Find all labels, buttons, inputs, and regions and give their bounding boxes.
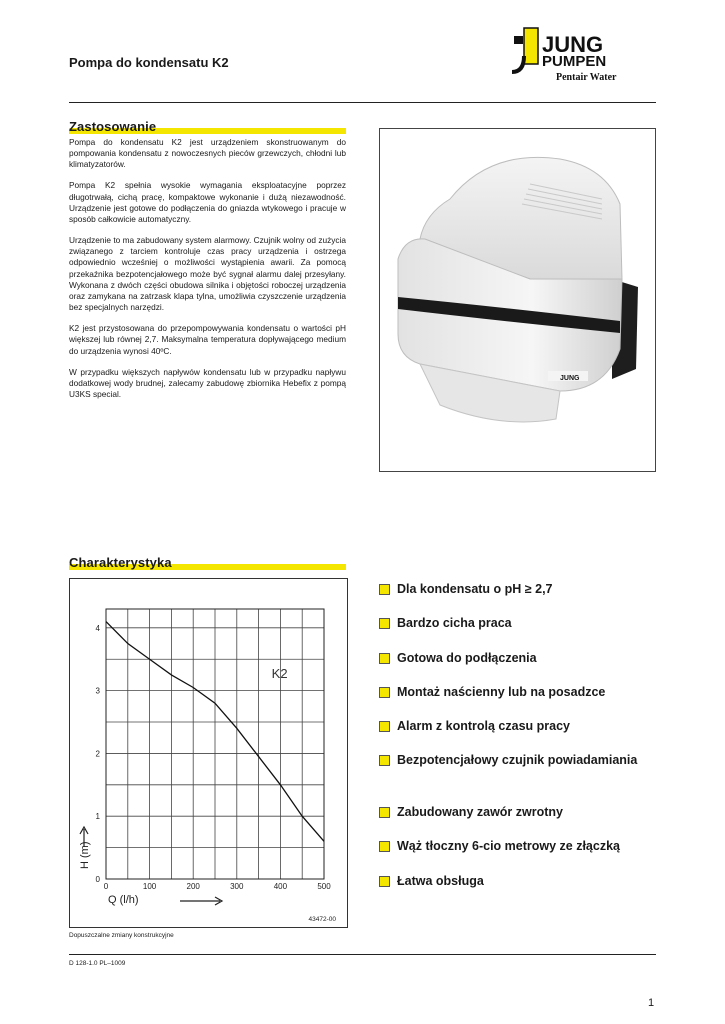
paragraph: Pompa K2 spełnia wysokie wymagania eksploatacyjne poprzez długotrwałą, cichą pracę, kompaktowe wykonanie i dużą niezawodność. Urządzenie jest gotowe do podłączenia do gniazda wtykowego i pracuje w sposób całkowicie automatyczny.: [69, 180, 346, 225]
x-tick-label: 200: [186, 882, 200, 891]
chart-title: K2: [271, 666, 288, 682]
product-photo: [379, 128, 656, 472]
paragraph: Urządzenie to ma zabudowany system alarmowy. Czujnik wolny od zużycia związanego z tarciem kontroluje czas pracy urządzenia i ostrzega odpowiednio wcześniej o możliwości wystąpienia awarii. Za pomocą przekaźnika bezpotencjałowego może być sygnał alarmu dalej przesyłany. Wykonana z dwóch części obudowa silnika i objętości roboczej urządzenia oraz zamykana na zatrzask klapa tylna, umożliwia czyszczenie urządzenia bez specjalnych narzędzi.: [69, 235, 346, 313]
pump-curve-chart: [69, 578, 348, 928]
y-tick-label: 4: [95, 623, 100, 633]
x-tick-label: 500: [317, 882, 331, 891]
bullet-icon: [379, 755, 390, 766]
application-heading: Zastosowanie: [69, 119, 156, 134]
photo-brand-label: JUNG: [560, 375, 580, 382]
y-axis-label: H (m): [79, 841, 91, 869]
bullet-icon: [379, 584, 390, 595]
application-text: [69, 137, 346, 410]
x-tick-label: 0: [103, 882, 109, 891]
logo-line1: JUNG: [542, 32, 604, 57]
x-axis-arrow: [180, 897, 222, 905]
bullet-icon: [379, 687, 390, 698]
logo-subtitle: Pentair Water: [556, 72, 617, 83]
y-tick-label: 0: [95, 875, 100, 884]
paragraph: W przypadku większych napływów kondensatu lub w przypadku napływu dodatkowej wody brudnej, zalecamy zabudowę zbiornika Hebefix z pompą U3KS special.: [69, 366, 346, 400]
paragraph: K2 jest przystosowana do przepompowywania kondensatu o wartości pH większej lub równej 2,7. Maksymalna temperatura dopływającego medium do urządzenia wynosi 40ºC.: [69, 323, 346, 356]
y-tick-label: 3: [95, 686, 100, 696]
document-code: D 128-1.0 PL–1009: [69, 960, 126, 967]
jung-pumpen-logo: [508, 26, 658, 86]
y-tick-label: 1: [95, 812, 100, 822]
bullet-icon: [379, 841, 390, 852]
header-rule: [69, 102, 656, 103]
y-tick-label: 2: [95, 749, 100, 759]
characteristics-heading: Charakterystyka: [69, 555, 172, 570]
x-tick-label: 400: [273, 882, 288, 891]
bullet-icon: [379, 618, 390, 629]
disclaimer-note: Dopuszczalne zmiany konstrukcyjne: [69, 932, 174, 939]
logo-line2: PUMPEN: [542, 53, 607, 70]
paragraph: Pompa do kondensatu K2 jest urządzeniem skonstruowanym do pompowania kondensatu z nowoczesnych pieców grzewczych, chłodni lub klimatyzatorów.: [69, 137, 346, 170]
figure-code: 43472-00: [308, 916, 336, 923]
x-axis-label: Q (l/h): [108, 894, 139, 906]
x-tick-label: 100: [142, 882, 157, 891]
footer-rule: [69, 954, 656, 955]
bullet-icon: [379, 807, 390, 818]
x-tick-label: 300: [230, 882, 244, 891]
bullet-icon: [379, 653, 390, 664]
bullet-icon: [379, 876, 390, 887]
bullet-icon: [379, 721, 390, 732]
page-title: Pompa do kondensatu K2: [69, 55, 229, 70]
page-number: 1: [648, 997, 655, 1009]
